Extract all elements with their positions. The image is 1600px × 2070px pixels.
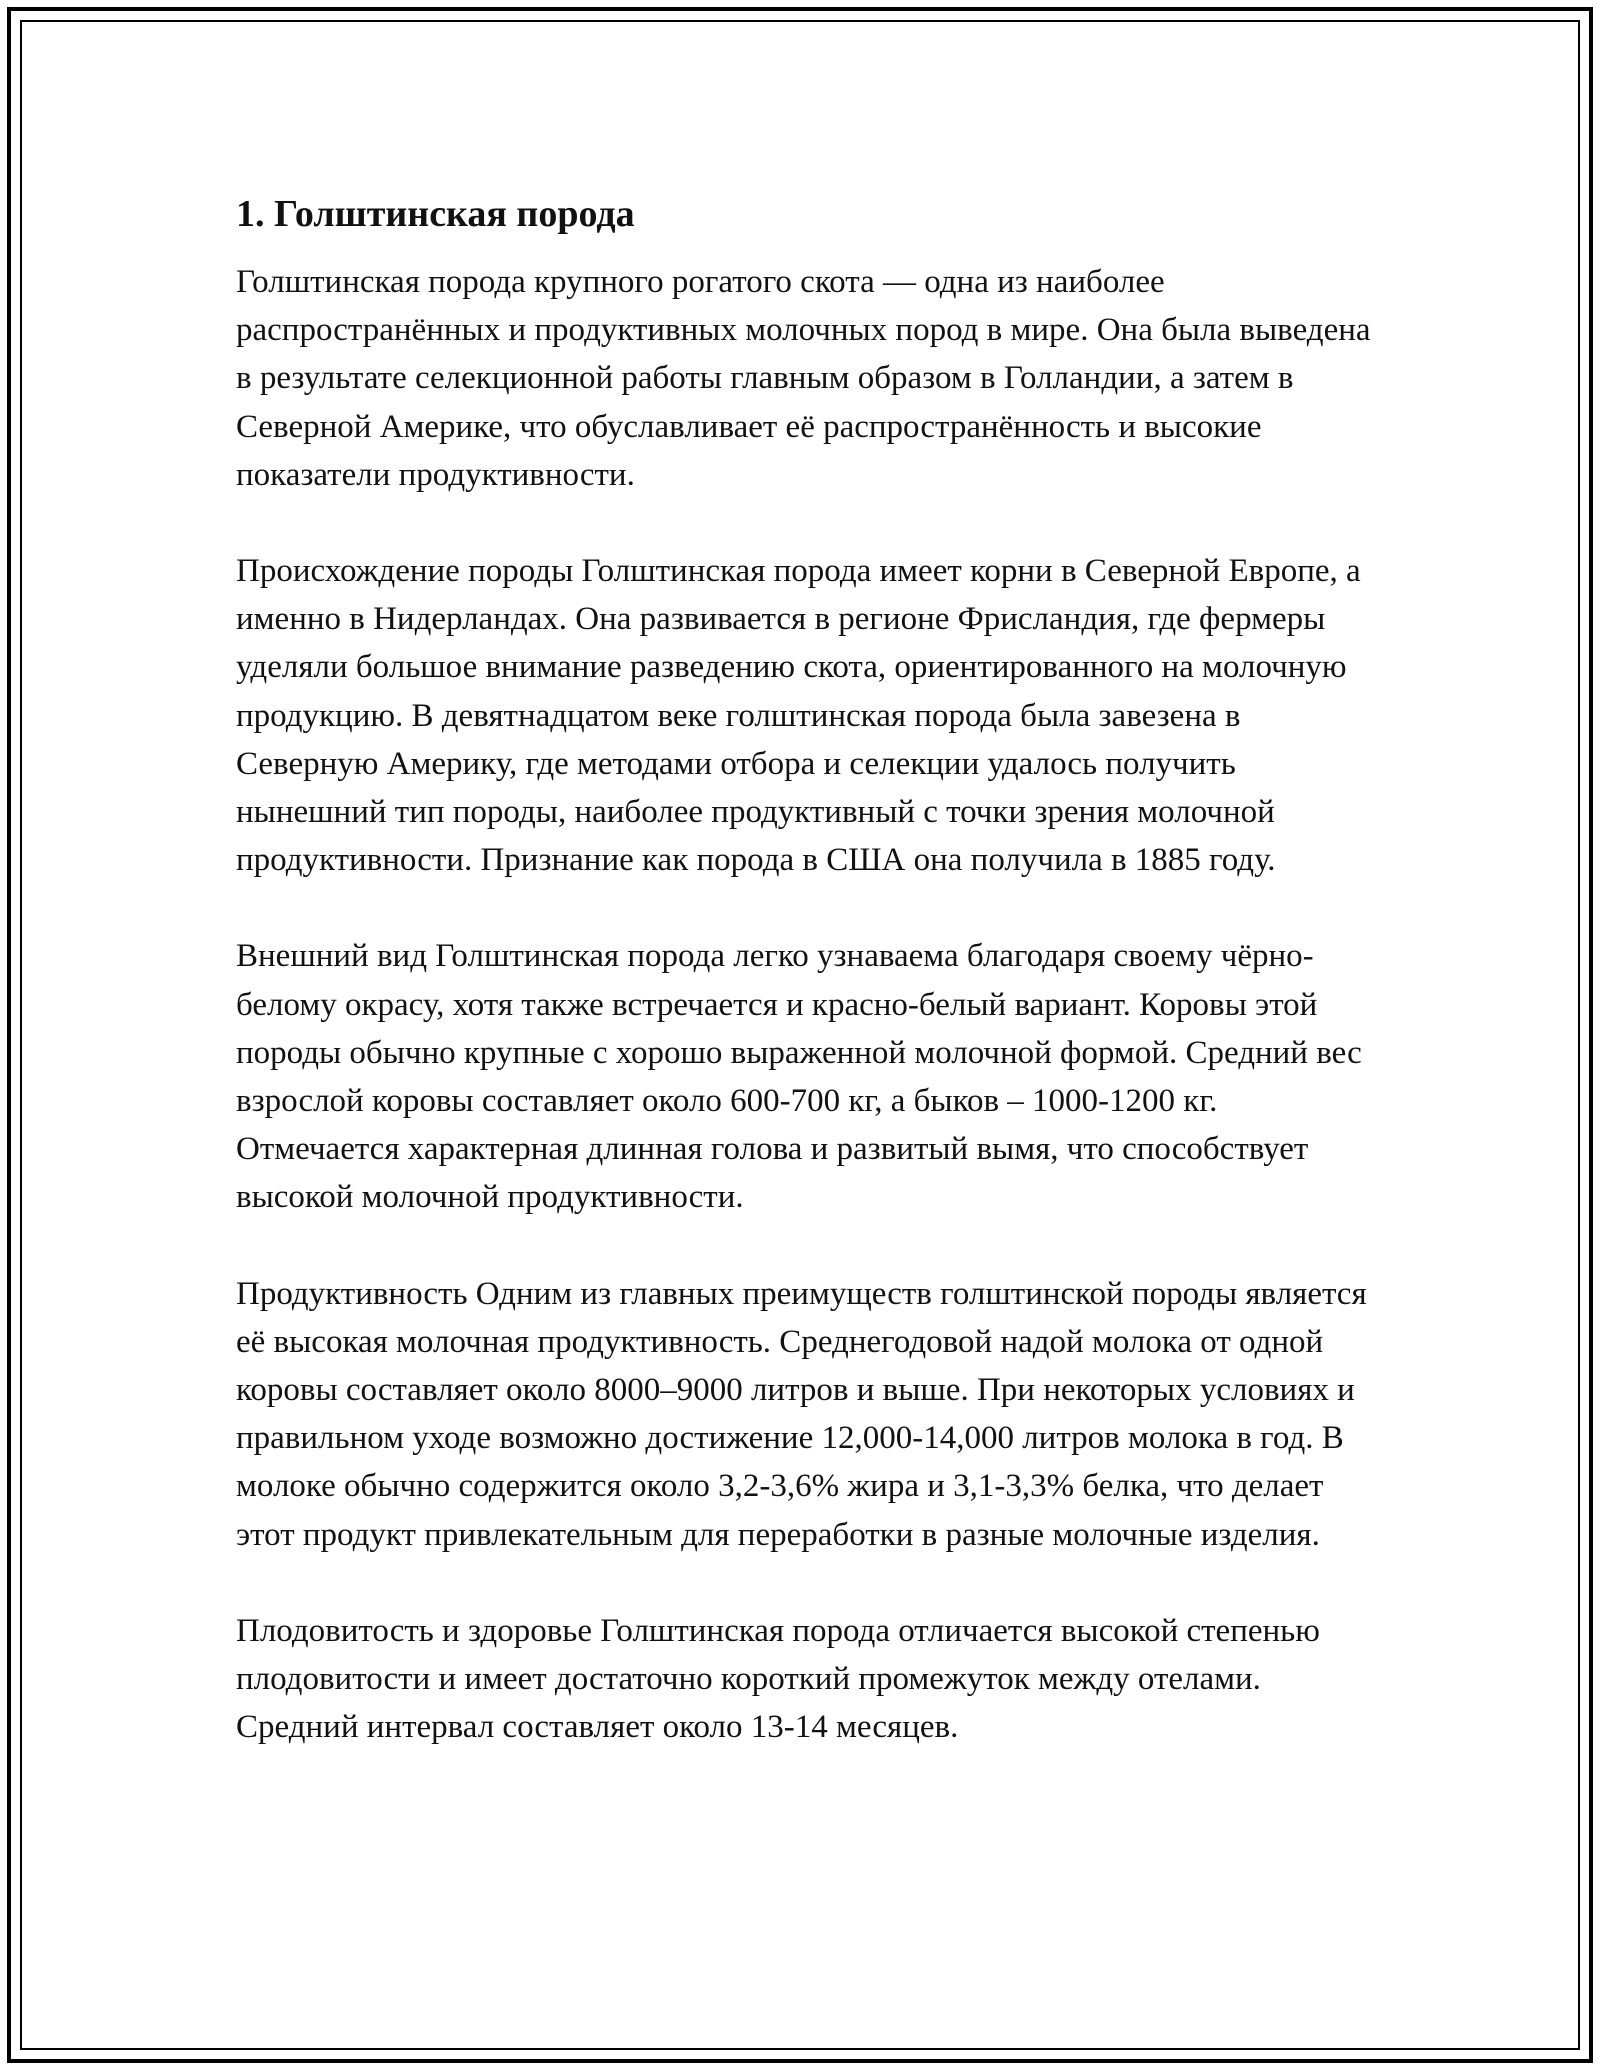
section-heading: 1. Голштинская порода xyxy=(236,193,635,235)
paragraph-origin: Происхождение породы Голштинская порода имеет корни в Северной Европе, а именно в Нидерландах. Она развивается в регионе Фрисландия, где фермеры уделяли большое внимание разведению скота, ориентированного на молочную продукцию. В девятнадцатом веке голштинская порода была завезена в Северную Америку, где методами отбора и селекции удалось получить нынешний тип породы, наиболее продуктивный с точки зрения молочной продуктивности. Признание как порода в США она получила в 1885 году. xyxy=(236,553,1361,879)
paragraph-appearance: Внешний вид Голштинская порода легко узнаваема благодаря своему чёрно-белому окрасу, хотя также встречается и красно-белый вариант. Коровы этой породы обычно крупные с хорошо выраженной молочной формой. Средний вес взрослой коровы составляет около 600-700 кг, а быков – 1000-1200 кг. Отмечается характерная длинная голова и развитый вымя, что способствует высокой молочной продуктивности. xyxy=(236,938,1362,1216)
paragraph-intro: Голштинская порода крупного рогатого скота — одна из наиболее распространённых и продуктивных молочных пород в мире. Она была выведена в результате селекционной работы главным образом в Голландии, а затем в Северной Америке, что обуславливает её распространённость и высокие показатели продуктивности. xyxy=(236,264,1371,493)
paragraph-productivity: Продуктивность Одним из главных преимуществ голштинской породы является её высокая молочная продуктивность. Среднегодовой надой молока от одной коровы составляет около 8000–9000 литров и выше. При некоторых условиях и правильном уходе возможно достижение 12,000-14,000 литров молока в год. В молоке обычно содержится около 3,2-3,6% жира и 3,1-3,3% белка, что делает этот продукт привлекательным для переработки в разные молочные изделия. xyxy=(236,1275,1367,1553)
document-body xyxy=(236,190,1376,1799)
paragraph-fertility: Плодовитость и здоровье Голштинская порода отличается высокой степенью плодовитости и имеет достаточно короткий промежуток между отелами. Средний интервал составляет около 13-14 месяцев. xyxy=(236,1612,1320,1746)
